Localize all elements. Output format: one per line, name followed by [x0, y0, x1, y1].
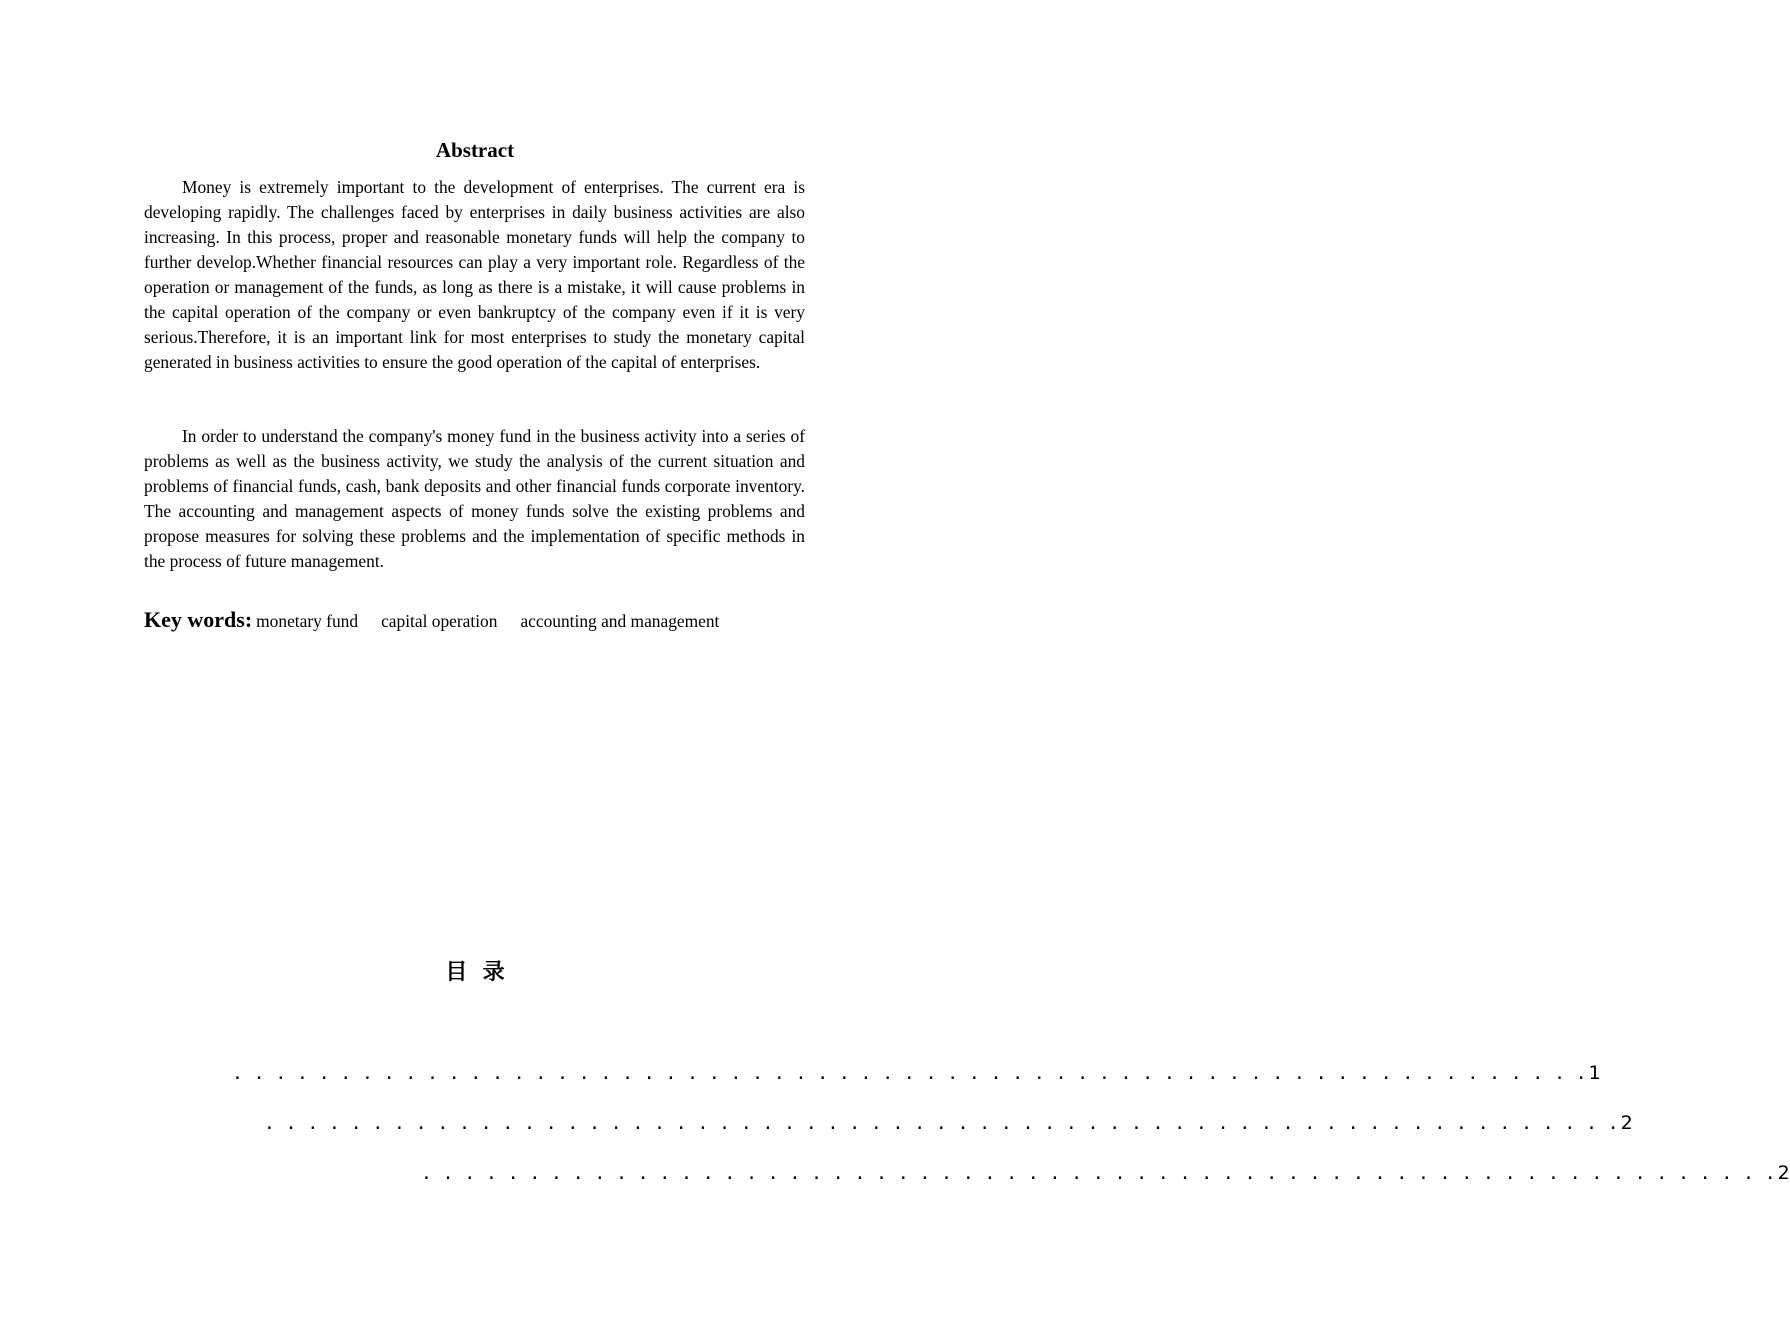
toc-heading: 目 录 — [445, 960, 505, 985]
toc-leader-dots: . . . . . . . . . . . . . . . . . . . . . . . . . . . . . . . . . . . . . . . . . . . . . . . . . . . . . . . . . . . . . . . — [232, 1063, 1587, 1084]
toc-entry[interactable] — [232, 1060, 1601, 1086]
keywords-line — [144, 607, 805, 633]
toc-page-number: 1 — [1588, 1062, 1601, 1084]
abstract-paragraph-1: Money is extremely important to the development of enterprises. The current era is developing rapidly. The challenges faced by enterprises in daily business activities are also increasing. In this process, proper and reasonable monetary funds will help the company to further develop.Whether financial resources can play a very important role. Regardless of the operation or management of the funds, as long as there is a mistake, it will cause problems in the capital operation of the company or even bankruptcy of the company even if it is very serious.Therefore, it is an important link for most enterprises to study the monetary capital generated in business activities to ensure the good operation of the capital of enterprises. — [144, 177, 805, 372]
toc-entry[interactable] — [421, 1160, 1790, 1186]
keyword-item: monetary fund — [256, 611, 359, 631]
keyword-item: accounting and management — [520, 611, 720, 631]
abstract-paragraph-2: In order to understand the company's money fund in the business activity into a series of problems as well as the business activity, we study the analysis of the current situation and problems of financial funds, cash, bank deposits and other financial funds corporate inventory. The accounting and management aspects of money funds solve the existing problems and propose measures for solving these problems and the implementation of specific methods in the process of future management. — [144, 426, 805, 571]
toc-page-number: 2 — [1620, 1112, 1633, 1134]
toc-leader-dots: . . . . . . . . . . . . . . . . . . . . . . . . . . . . . . . . . . . . . . . . . . . . . . . . . . . . . . . . . . . . . . . — [264, 1113, 1619, 1134]
abstract-heading: Abstract — [435, 138, 515, 162]
toc-page-number: 2 — [1777, 1162, 1790, 1184]
keyword-item: capital operation — [381, 611, 498, 631]
toc-entry[interactable] — [264, 1110, 1633, 1136]
toc-leader-dots: . . . . . . . . . . . . . . . . . . . . . . . . . . . . . . . . . . . . . . . . . . . . . . . . . . . . . . . . . . . . . . . — [421, 1163, 1776, 1184]
keywords-label: Key words: — [144, 607, 253, 632]
